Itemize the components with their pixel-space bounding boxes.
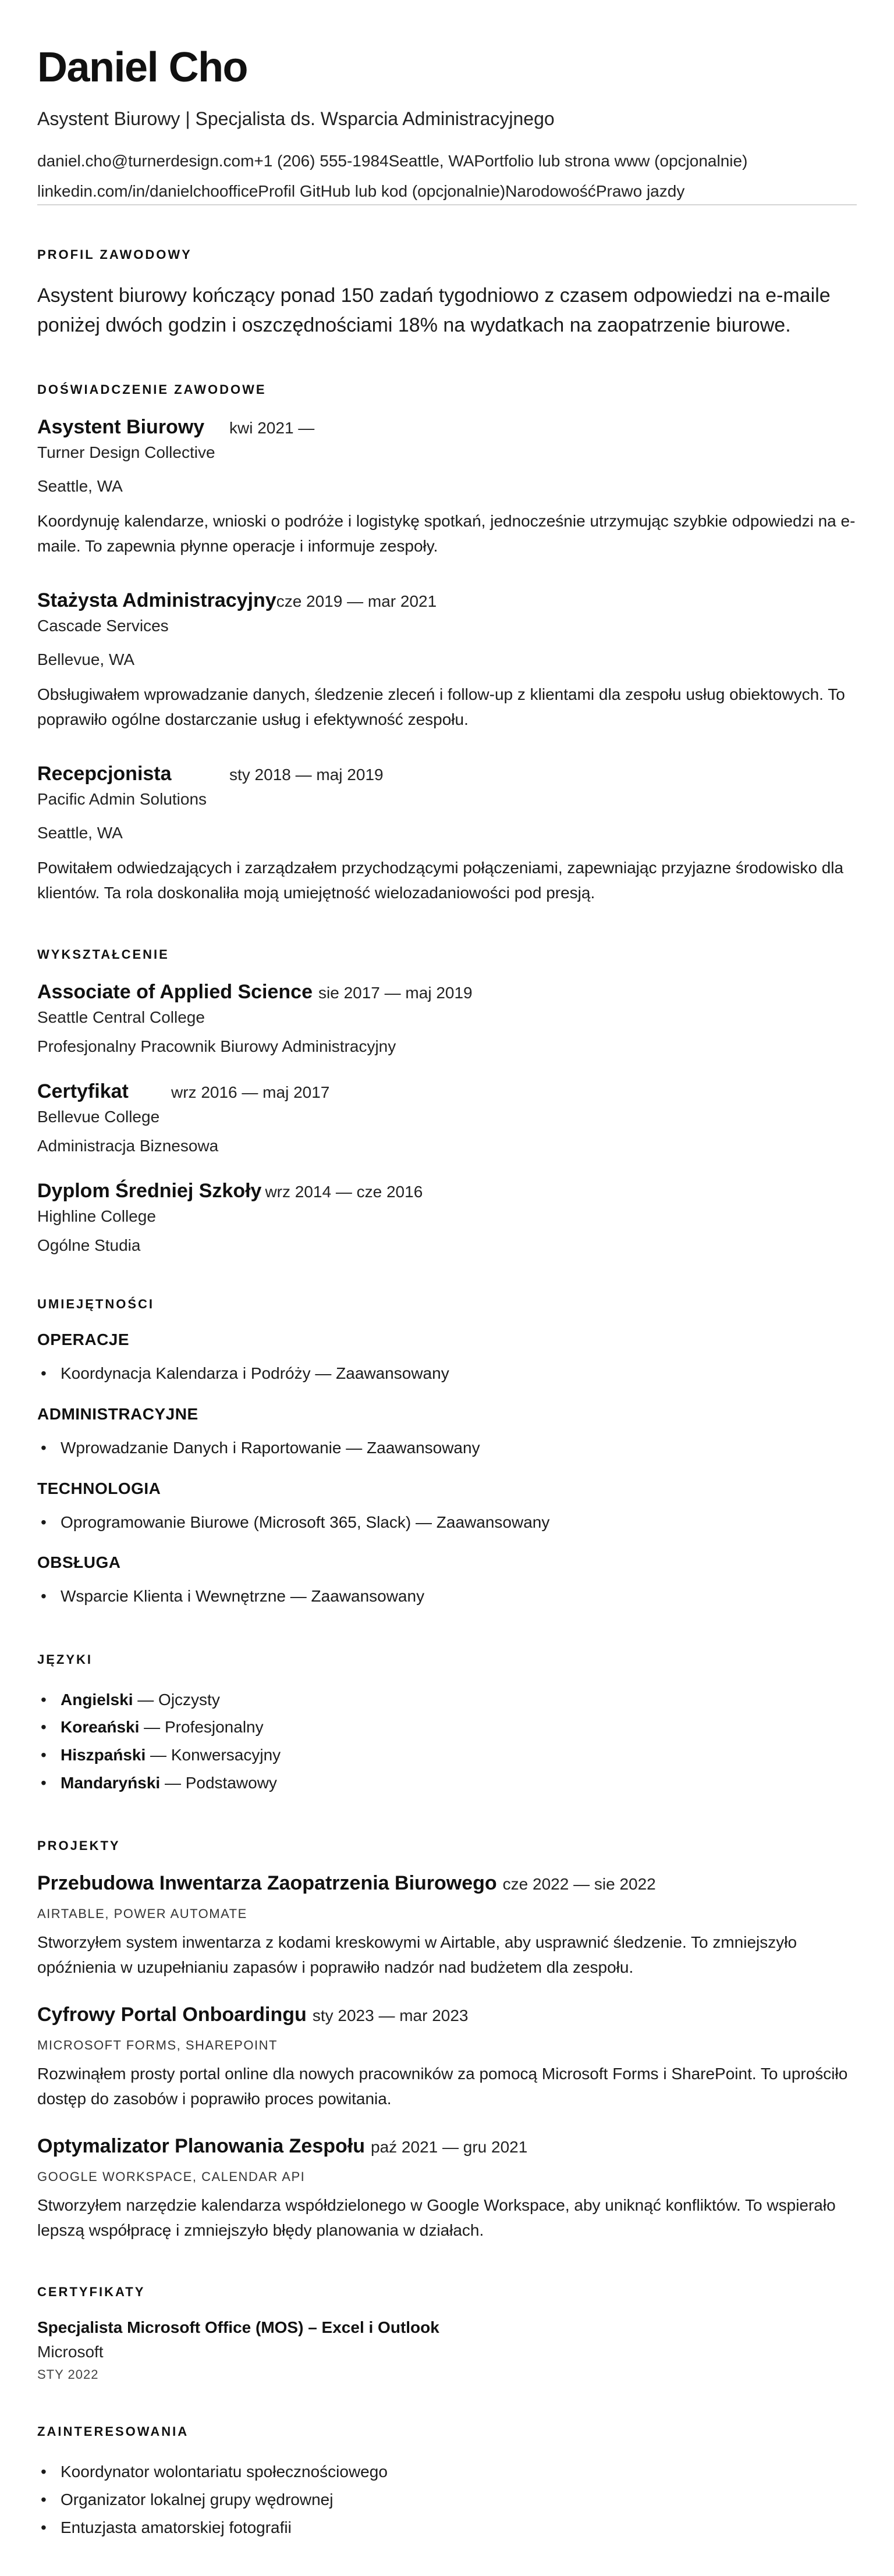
project-description: Rozwinąłem prosty portal online dla nowych pracowników za pomocą Microsoft Forms i SharePoint. To uprościło dostęp do zasobów i poprawiło proces powitania.	[37, 2064, 848, 2108]
section-title-summary: PROFIL ZAWODOWY	[37, 247, 192, 262]
job-dates: cze 2019 — mar 2021	[276, 592, 437, 610]
github-link[interactable]: Profil GitHub lub kod (opcjonalnie)	[258, 182, 506, 200]
skill-item: • Koordynacja Kalendarza i Podróży — Zaawansowany	[37, 1360, 857, 1387]
skill-list	[37, 1360, 857, 1387]
degree-title: Dyplom Średniej Szkoły	[37, 1180, 262, 1202]
language-list	[37, 1686, 857, 1796]
language-name: Hiszpański	[61, 1745, 146, 1764]
project-entry	[37, 2004, 857, 2112]
interest-list	[37, 2458, 857, 2541]
project-tech: AIRTABLE, POWER AUTOMATE	[37, 1906, 247, 1922]
skill-category: TECHNOLOGIA	[37, 1479, 161, 1497]
linkedin-link[interactable]: linkedin.com/in/danielchooffice	[37, 182, 258, 200]
skill-list	[37, 1434, 857, 1462]
experience-entry	[37, 763, 857, 906]
experience-entry	[37, 589, 857, 732]
company-name: Cascade Services	[37, 616, 169, 635]
job-title: Asystent Biurowy	[37, 416, 205, 438]
summary-text: Asystent biurowy kończący ponad 150 zadań tygodniowo z czasem odpowiedzi na e-maile poniżej dwóch godzin i oszczędnościami 18% na wydatkach na zaopatrzenie biurowe.	[37, 284, 831, 336]
certification-date: STY 2022	[37, 2367, 99, 2382]
experience-entry	[37, 416, 857, 559]
phone-number[interactable]: +1 (206) 555-1984	[254, 152, 389, 170]
project-name: Optymalizator Planowania Zespołu	[37, 2134, 365, 2157]
languages-section	[37, 1652, 857, 1796]
project-description: Stworzyłem system inwentarza z kodami kreskowymi w Airtable, aby usprawnić śledzenie. To zmniejszyło opóźnienia w uzupełnianiu zapasów i poprawiło nadzór nad budżetem dla zespołu.	[37, 1933, 797, 1977]
projects-section	[37, 1838, 857, 2243]
project-name: Cyfrowy Portal Onboardingu	[37, 2003, 307, 2026]
language-name: Koreański	[61, 1718, 140, 1737]
section-title-projects: PROJEKTY	[37, 1838, 120, 1853]
language-level: — Ojczysty	[133, 1690, 220, 1709]
job-location: Seattle, WA	[37, 823, 123, 842]
job-dates: sty 2018 — maj 2019	[229, 765, 384, 784]
company-name: Pacific Admin Solutions	[37, 789, 207, 808]
section-title-skills: UMIEJĘTNOŚCI	[37, 1297, 155, 1312]
skill-category: OPERACJE	[37, 1330, 130, 1349]
job-title: Recepcjonista	[37, 762, 172, 785]
skill-category: OBSŁUGA	[37, 1553, 121, 1572]
certification-issuer: Microsoft	[37, 2343, 104, 2361]
language-level: — Podstawowy	[160, 1773, 277, 1792]
project-dates: cze 2022 — sie 2022	[502, 1875, 656, 1894]
job-description: Powitałem odwiedzających i zarządzałem przychodzącymi połączeniami, zapewniając przyjazne środowisko dla klientów. Ta rola doskonaliła moją umiejętność wielozadaniowości pod presją.	[37, 858, 844, 902]
email-link[interactable]: daniel.cho@turnerdesign.com	[37, 152, 254, 170]
skill-category: ADMINISTRACYJNE	[37, 1404, 198, 1423]
resume-header	[37, 44, 857, 205]
certifications-section	[37, 2285, 857, 2382]
project-dates: sty 2023 — mar 2023	[312, 2006, 469, 2024]
certification-entry	[37, 2318, 857, 2382]
section-title-interests: ZAINTERESOWANIA	[37, 2424, 189, 2439]
skill-list	[37, 1582, 857, 1610]
school-name: Seattle Central College	[37, 1008, 205, 1027]
candidate-headline: Asystent Biurowy | Specjalista ds. Wsparcia Administracyjnego	[37, 108, 555, 129]
school-name: Highline College	[37, 1207, 156, 1226]
section-title-languages: JĘZYKI	[37, 1652, 93, 1667]
skill-item: • Wprowadzanie Danych i Raportowanie — Zaawansowany	[37, 1434, 857, 1462]
candidate-name: Daniel Cho	[37, 44, 248, 91]
project-description: Stworzyłem narzędzie kalendarza współdzielonego w Google Workspace, aby uniknąć konfliktów. To wspierało lepszą współpracę i zmniejszyło błędy planowania w działach.	[37, 2196, 836, 2240]
language-level: — Konwersacyjny	[146, 1745, 281, 1764]
degree-title: Associate of Applied Science	[37, 981, 313, 1004]
language-item	[37, 1741, 857, 1769]
skills-section	[37, 1297, 857, 1610]
education-entry	[37, 1180, 857, 1255]
language-item	[37, 1769, 857, 1797]
contact-line-2	[37, 182, 857, 205]
project-dates: paź 2021 — gru 2021	[371, 2137, 528, 2156]
interests-section	[37, 2424, 857, 2541]
education-entry	[37, 1080, 857, 1155]
education-dates: sie 2017 — maj 2019	[318, 984, 473, 1002]
interest-item: • Organizator lokalnej grupy wędrownej	[37, 2486, 857, 2514]
school-name: Bellevue College	[37, 1108, 160, 1126]
language-name: Mandaryński	[61, 1773, 161, 1792]
language-name: Angielski	[61, 1690, 133, 1709]
language-item	[37, 1713, 857, 1741]
job-dates: kwi 2021 —	[229, 419, 315, 437]
interest-item: • Koordynator wolontariatu społecznościowego	[37, 2458, 857, 2486]
field-of-study: Administracja Biznesowa	[37, 1137, 219, 1155]
skill-item: • Wsparcie Klienta i Wewnętrzne — Zaawansowany	[37, 1582, 857, 1610]
skill-item: • Oprogramowanie Biurowe (Microsoft 365, Slack) — Zaawansowany	[37, 1508, 857, 1536]
project-entry	[37, 1872, 857, 1980]
section-title-experience: DOŚWIADCZENIE ZAWODOWE	[37, 382, 267, 397]
education-section	[37, 947, 857, 1255]
job-description: Koordynuję kalendarze, wnioski o podróże i logistykę spotkań, jednocześnie utrzymując szybkie odpowiedzi na e-maile. To zapewnia płynne operacje i informuje zespoły.	[37, 512, 856, 556]
summary-section	[37, 247, 857, 340]
education-dates: wrz 2014 — cze 2016	[265, 1183, 423, 1201]
language-level: — Profesjonalny	[139, 1718, 264, 1737]
skill-list	[37, 1508, 857, 1536]
contact-line-1	[37, 152, 857, 170]
project-tech: GOOGLE WORKSPACE, CALENDAR API	[37, 2169, 306, 2184]
experience-section	[37, 382, 857, 905]
field-of-study: Ogólne Studia	[37, 1236, 141, 1255]
nationality: Narodowość	[505, 182, 596, 200]
company-name: Turner Design Collective	[37, 443, 215, 461]
job-location: Seattle, WA	[37, 477, 123, 495]
interest-item: • Entuzjasta amatorskiej fotografii	[37, 2514, 857, 2542]
job-location: Bellevue, WA	[37, 650, 135, 668]
portfolio-link[interactable]: Portfolio lub strona www (opcjonalnie)	[474, 152, 748, 170]
education-dates: wrz 2016 — maj 2017	[171, 1083, 330, 1102]
location: Seattle, WA	[388, 152, 474, 170]
project-entry	[37, 2135, 857, 2243]
certification-name: Specjalista Microsoft Office (MOS) – Excel i Outlook	[37, 2318, 439, 2337]
drivers-license: Prawo jazdy	[595, 182, 685, 200]
job-title: Stażysta Administracyjny	[37, 589, 276, 611]
project-name: Przebudowa Inwentarza Zaopatrzenia Biurowego	[37, 1872, 497, 1895]
section-title-education: WYKSZTAŁCENIE	[37, 947, 169, 962]
education-entry	[37, 981, 857, 1056]
job-description: Obsługiwałem wprowadzanie danych, śledzenie zleceń i follow-up z klientami dla zespołu usług obiektowych. To poprawiło ogólne dostarczanie usług i efektywność zespołu.	[37, 685, 845, 729]
field-of-study: Profesjonalny Pracownik Biurowy Administracyjny	[37, 1037, 396, 1056]
degree-title: Certyfikat	[37, 1080, 129, 1103]
section-title-certifications: CERTYFIKATY	[37, 2285, 146, 2300]
project-tech: MICROSOFT FORMS, SHAREPOINT	[37, 2037, 278, 2052]
language-item	[37, 1686, 857, 1714]
